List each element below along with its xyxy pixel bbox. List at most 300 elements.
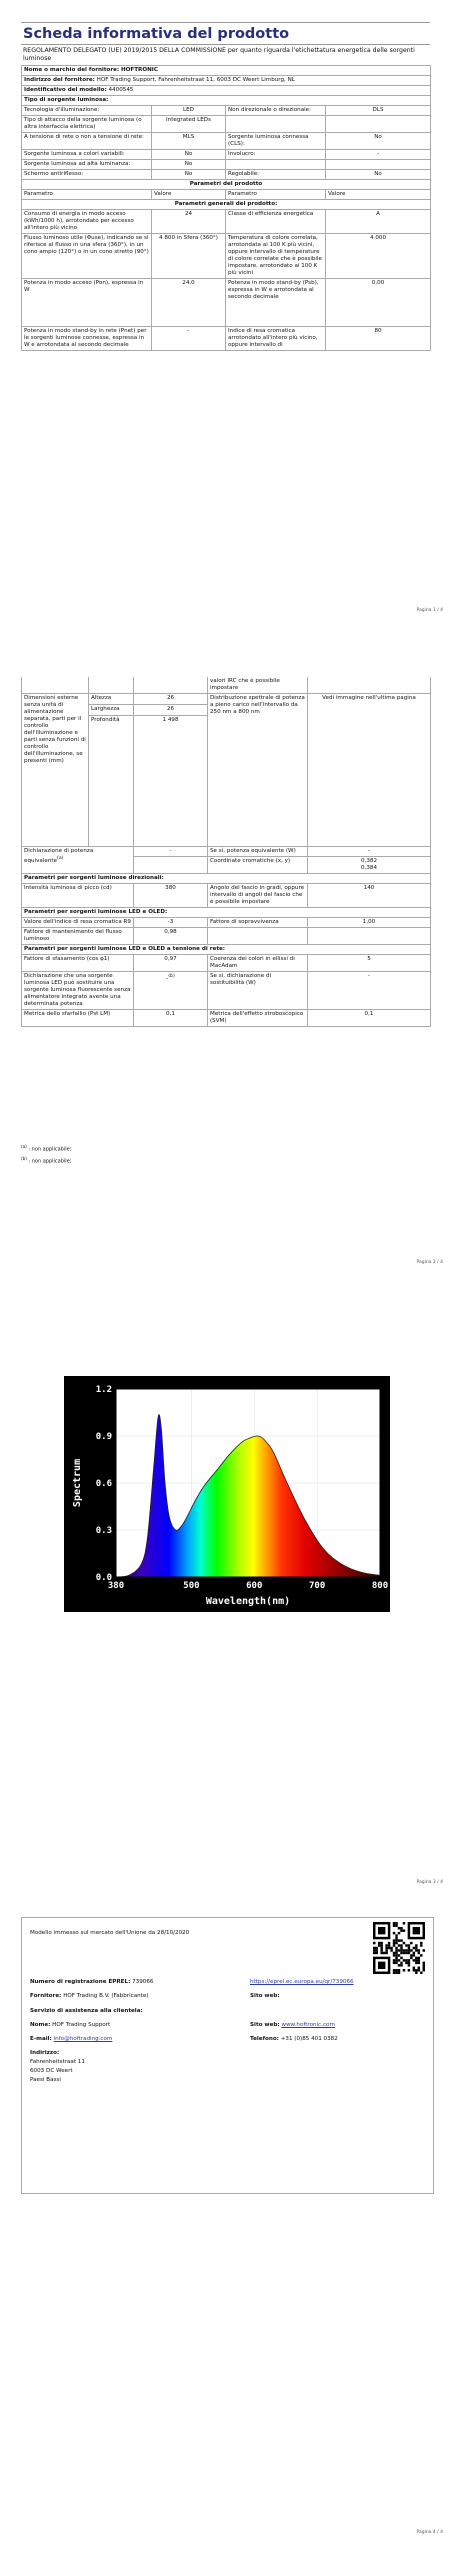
qr-module — [388, 1944, 390, 1946]
table-row — [22, 327, 431, 351]
table-row — [22, 694, 431, 705]
qr-module — [388, 1947, 390, 1949]
page-1 — [21, 22, 430, 351]
cell: Coerenza dei colori in ellissi di MacAdam — [208, 955, 308, 972]
qr-module — [418, 1949, 420, 1951]
dir-head: Parametri per sorgenti luminose direzionali: — [22, 874, 431, 884]
cell: Potenza in modo acceso (Pon), espressa in W — [22, 279, 152, 327]
x-axis-label: Wavelength(nm) — [205, 1596, 291, 1607]
qr-module — [418, 1952, 420, 1954]
cell: Sorgente luminosa a colori variabili: — [22, 150, 152, 160]
qr-module — [405, 1944, 407, 1946]
qr-module — [393, 1922, 395, 1924]
table-row — [22, 150, 431, 160]
cell: Intensità luminosa di picco (cd) — [22, 884, 134, 908]
doc-title: Scheda informativa del prodotto — [21, 22, 430, 45]
qr-module — [403, 1922, 405, 1924]
cell: -3 — [134, 918, 208, 928]
cell: Potenza in modo stand-by (Psb), espressa in W e arrotondata al secondo decimale — [226, 279, 326, 327]
eprel-card — [21, 1917, 434, 2194]
cell: 0,1 — [308, 1010, 431, 1027]
cell: Fattore di sopravvivenza — [208, 918, 308, 928]
email-link[interactable]: info@hoftrading.com — [53, 2036, 113, 2042]
qr-module — [398, 1964, 400, 1966]
cell: Schermo antiriflesso: — [22, 170, 152, 180]
qr-module — [418, 1969, 420, 1971]
qr-module — [400, 1947, 402, 1949]
type-head: Tipo di sorgente luminosa: — [22, 96, 431, 106]
qr-module — [400, 1962, 402, 1964]
qr-module — [420, 1944, 422, 1946]
qr-code-icon[interactable] — [373, 1922, 425, 1974]
qr-module — [373, 1949, 375, 1951]
qr-module — [415, 1969, 417, 1971]
qr-module — [398, 1959, 400, 1961]
table-row — [22, 76, 431, 86]
cell: Coordinate cromatiche (x, y) — [208, 857, 308, 874]
table-row — [22, 133, 431, 150]
qr-module — [378, 1944, 380, 1946]
qr-module — [380, 1949, 382, 1951]
qr-module — [413, 1959, 415, 1961]
cell: Integrated LEDs — [152, 116, 226, 133]
table-row — [22, 847, 431, 857]
oled-head: Parametri per sorgenti luminose LED e OLED: — [22, 908, 431, 918]
cell: 0,00 — [326, 279, 431, 327]
qr-module — [395, 1954, 397, 1956]
table-row — [22, 106, 431, 116]
qr-module — [423, 1964, 425, 1966]
footnote-b — [21, 1155, 71, 1166]
cell: 26 — [134, 705, 208, 716]
table-row — [22, 200, 431, 210]
qr-module — [413, 1954, 415, 1956]
cell: 1,00 — [308, 918, 431, 928]
qr-module — [390, 1949, 392, 1951]
footnote-ref: (a) — [57, 856, 64, 861]
qr-module — [403, 1952, 405, 1954]
general-head: Parametri generali del prodotto: — [22, 200, 431, 210]
mains-head: Parametri per sorgenti luminose LED e OLED a tensione di rete: — [22, 945, 431, 955]
address-line-2: 6003 DC Weert — [30, 2068, 73, 2074]
qr-module — [405, 1959, 407, 1961]
table-row — [22, 190, 431, 200]
qr-module — [410, 1949, 412, 1951]
cell: Se sì, potenza equivalente (W) — [208, 847, 308, 857]
cell: Valore dell'indice di resa cromatica R9 — [22, 918, 134, 928]
qr-module — [408, 1962, 410, 1964]
qr-module — [373, 1952, 375, 1954]
cell: Consumo di energia in modo acceso (kWh/1000 h), arrotondato per eccesso all'intero più vicino — [22, 210, 152, 234]
qr-module — [405, 1949, 407, 1951]
qr-module — [398, 1969, 400, 1971]
qr-module — [373, 1942, 375, 1944]
qr-module — [393, 1954, 395, 1956]
qr-module — [395, 1939, 397, 1941]
qr-module — [408, 1952, 410, 1954]
qr-module — [398, 1949, 400, 1951]
table-row — [22, 884, 431, 908]
table-row — [22, 210, 431, 234]
spectrum-chart — [64, 1376, 390, 1612]
qr-module — [385, 1952, 387, 1954]
qr-module — [395, 1969, 397, 1971]
table-row — [22, 234, 431, 279]
qr-module — [403, 1969, 405, 1971]
qr-module — [395, 1949, 397, 1951]
eprel-label: Numero di registrazione EPREL: — [30, 1979, 131, 1985]
table-row — [22, 96, 431, 106]
qr-module — [393, 1972, 395, 1974]
cell: 380 — [134, 884, 208, 908]
qr-module — [393, 1969, 395, 1971]
supplier-value: HOFTRONIC — [120, 67, 158, 73]
qr-module — [413, 1927, 420, 1934]
qr-module — [410, 1954, 412, 1956]
page-2 — [21, 677, 430, 1027]
qr-module — [395, 1934, 397, 1936]
service-head: Servizio di assistenza alla clientela: — [30, 2008, 143, 2014]
qr-module — [418, 1967, 420, 1969]
cell: Indice di resa cromatica arrotondato all'intero più vicino, oppure intervallo di — [226, 327, 326, 351]
cell: Fattore di mantenimento del flusso luminoso — [22, 928, 134, 945]
table-row — [22, 170, 431, 180]
site-label: Sito web: — [250, 2022, 280, 2028]
qr-module — [400, 1957, 402, 1959]
cell: 0,384 — [360, 865, 377, 871]
qr-module — [378, 1942, 380, 1944]
qr-module — [378, 1962, 385, 1969]
qr-module — [415, 1947, 417, 1949]
cell: Potenza in modo stand-by in rete (Pnet) per le sorgenti luminose connesse, espressa in W e arrotondata al secondo decimale — [22, 327, 152, 351]
cell: 24,0 — [152, 279, 226, 327]
qr-module — [393, 1942, 395, 1944]
cell: A — [326, 210, 431, 234]
qr-module — [403, 1949, 405, 1951]
cell: - — [166, 975, 169, 982]
qr-module — [423, 1967, 425, 1969]
table-row — [22, 160, 431, 170]
qr-module — [415, 1944, 417, 1946]
cell: Dichiarazione di potenza equivalente — [24, 848, 94, 864]
qr-module — [383, 1952, 385, 1954]
table-row — [22, 279, 431, 327]
cell: Sorgente luminosa ad alta luminanza: — [22, 160, 152, 170]
qr-module — [375, 1947, 377, 1949]
cell: No — [326, 133, 431, 150]
cell: Se sì, dichiarazione di sostituibilità (W) — [208, 972, 308, 1010]
cell: Tipo di attacco della sorgente luminosa (o altra interfaccia elettrica) — [22, 116, 152, 133]
cell: 0,1 — [134, 1010, 208, 1027]
y-tick-label: 1.2 — [95, 1385, 112, 1395]
cell: 4 000 — [326, 234, 431, 279]
qr-module — [393, 1924, 395, 1926]
cell: 140 — [308, 884, 431, 908]
params-head: Parametri del prodotto — [22, 180, 431, 190]
qr-module — [415, 1959, 417, 1961]
footnote-ref: (b) — [168, 974, 175, 979]
qr-module — [393, 1959, 395, 1961]
qr-module — [423, 1949, 425, 1951]
cell: Sorgente luminosa connessa (CLS): — [226, 133, 326, 150]
supplier-value: HOF Trading B.V. (Fabbricante) — [63, 1993, 149, 1999]
footnote-mark: (a) — [21, 1144, 27, 1149]
qr-module — [375, 1949, 377, 1951]
qr-module — [403, 1942, 405, 1944]
page-number: Pagina 1 / 4 — [416, 608, 443, 613]
table-row — [22, 677, 431, 694]
cell: 4 800 in Sfera (360°) — [152, 234, 226, 279]
qr-module — [410, 1957, 412, 1959]
footnote-text: : non applicabile; — [26, 1158, 72, 1165]
page-number: Pagina 3 / 4 — [416, 1880, 443, 1885]
phone-value: +31 (0)85 401 0382 — [280, 2036, 338, 2042]
footnote-text: : non applicabile; — [26, 1146, 72, 1153]
qr-module — [380, 1952, 382, 1954]
qr-module — [385, 1947, 387, 1949]
qr-module — [415, 1949, 417, 1951]
page-number: Pagina 4 / 4 — [416, 2530, 443, 2535]
qr-module — [408, 1947, 410, 1949]
qr-module — [408, 1969, 410, 1971]
cell: - — [152, 327, 226, 351]
qr-module — [398, 1932, 400, 1934]
cell: Profondità — [89, 716, 134, 847]
address-label: Indirizzo del fornitore: — [24, 77, 95, 83]
qr-module — [400, 1964, 402, 1966]
qr-module — [420, 1942, 422, 1944]
phone-label: Telefono: — [250, 2036, 279, 2042]
qr-module — [410, 1942, 412, 1944]
qr-module — [403, 1959, 405, 1961]
qr-module — [400, 1939, 402, 1941]
qr-module — [408, 1964, 410, 1966]
qr-module — [380, 1947, 382, 1949]
address-value: HOF Trading Support, Fahrenheitstraat 11, 6003 DC Weert Limburg, NL — [96, 77, 295, 83]
cell — [326, 116, 431, 133]
qr-module — [415, 1972, 417, 1974]
cell: 0,382 — [360, 858, 377, 864]
cell — [226, 160, 326, 170]
eprel-link[interactable]: https://eprel.ec.europa.eu/qr/739066 — [250, 1979, 354, 1985]
qr-module — [413, 1952, 415, 1954]
cell: No — [152, 160, 226, 170]
x-tick-label: 700 — [309, 1581, 326, 1591]
qr-module — [395, 1952, 397, 1954]
cell: Angolo del fascio in gradi, oppure intervallo di angoli del fascio che è possibile impostare — [208, 884, 308, 908]
qr-module — [393, 1939, 395, 1941]
qr-module — [408, 1959, 410, 1961]
col-header: Parametro — [22, 190, 152, 200]
cell: - — [326, 150, 431, 160]
y-tick-label: 0.6 — [95, 1479, 112, 1489]
qr-module — [400, 1929, 402, 1931]
email-label: E-mail: — [30, 2036, 52, 2042]
x-tick-label: 380 — [107, 1581, 125, 1591]
supplier-label: Fornitore: — [30, 1993, 62, 1999]
qr-module — [398, 1972, 400, 1974]
y-tick-label: 0.0 — [95, 1573, 112, 1583]
cell: valori IRC che è possibile impostare — [208, 677, 308, 694]
cell — [226, 116, 326, 133]
cell: No — [152, 150, 226, 160]
qr-module — [400, 1944, 402, 1946]
qr-module — [395, 1972, 397, 1974]
name-label: Nome: — [30, 2022, 51, 2028]
address-label: Indirizzo: — [30, 2050, 60, 2056]
cell: - — [134, 847, 208, 857]
cell — [326, 160, 431, 170]
qr-module — [420, 1972, 422, 1974]
cell: Metrica dell'effetto stroboscopico (SVM) — [208, 1010, 308, 1027]
website-label: Sito web: — [250, 1993, 280, 1999]
cell: Larghezza — [89, 705, 134, 716]
qr-module — [380, 1942, 382, 1944]
info-table — [21, 65, 431, 351]
qr-module — [423, 1962, 425, 1964]
table-row — [22, 86, 431, 96]
x-tick-label: 600 — [246, 1581, 263, 1591]
cell: Distribuzione spettrale di potenza a pieno carico nell'intervallo da 250 nm a 800 nm — [208, 694, 308, 847]
qr-module — [375, 1952, 377, 1954]
table-row — [22, 945, 431, 955]
page-number: Pagina 2 / 4 — [416, 1260, 443, 1265]
cell: No — [326, 170, 431, 180]
cell: Non direzionale o direzionale: — [226, 106, 326, 116]
qr-module — [415, 1957, 417, 1959]
cell: A tensione di rete o non a tensione di rete: — [22, 133, 152, 150]
qr-module — [413, 1947, 415, 1949]
qr-module — [413, 1967, 415, 1969]
cell: 80 — [326, 327, 431, 351]
footnote-mark: (b) — [21, 1156, 27, 1161]
table-row — [22, 66, 431, 76]
cell: MLS — [152, 133, 226, 150]
cell: DLS — [326, 106, 431, 116]
cell: Regolabile: — [226, 170, 326, 180]
col-header: Parametro — [226, 190, 326, 200]
cell: Metrica dello sfarfallio (Pst LM) — [22, 1010, 134, 1027]
qr-module — [395, 1937, 397, 1939]
qr-module — [408, 1944, 410, 1946]
cell: 24 — [152, 210, 226, 234]
qr-module — [395, 1924, 397, 1926]
qr-module — [415, 1962, 417, 1964]
qr-module — [420, 1954, 422, 1956]
qr-module — [380, 1944, 382, 1946]
name-value: HOF Trading Support — [52, 2022, 111, 2028]
qr-module — [395, 1959, 397, 1961]
qr-module — [405, 1962, 407, 1964]
x-tick-label: 500 — [183, 1581, 200, 1591]
qr-module — [373, 1947, 375, 1949]
model-label: Identificativo del modello: — [24, 87, 107, 93]
table-row — [22, 1010, 431, 1027]
cell: Dimensioni esterne senza unità di alimentazione separata, parti per il controllo dell'illuminazione e parti senza funzioni di controllo dell'illuminazione, se presenti (mm) — [22, 694, 89, 847]
qr-module — [400, 1927, 402, 1929]
x-tick-label: 800 — [371, 1581, 389, 1591]
cell: 26 — [134, 694, 208, 705]
address-line-3: Paesi Bassi — [30, 2077, 61, 2083]
qr-module — [393, 1952, 395, 1954]
table-row — [22, 874, 431, 884]
cell: Classe di efficienza energetica — [226, 210, 326, 234]
qr-module — [378, 1927, 385, 1934]
qr-module — [400, 1952, 402, 1954]
placed-on-market: Modello immesso sul mercato dell'Unione da 28/10/2020 — [30, 1930, 190, 1936]
col-header: Valore — [152, 190, 226, 200]
supplier-label: Nome o marchio del fornitore: — [24, 67, 120, 73]
qr-module — [418, 1962, 420, 1964]
qr-module — [385, 1944, 387, 1946]
qr-module — [390, 1947, 392, 1949]
doc-subtitle: REGOLAMENTO DELEGATO (UE) 2019/2015 DELLA COMMISSIONE per quanto riguarda l'etichettatura energetica delle sorgenti luminose — [23, 47, 415, 62]
qr-module — [395, 1947, 397, 1949]
cell: Fattore di sfasamento (cos φ1) — [22, 955, 134, 972]
y-tick-label: 0.9 — [95, 1432, 112, 1442]
cell: Altezza — [89, 694, 134, 705]
qr-module — [395, 1957, 397, 1959]
cell: Temperatura di colore correlata, arrotondata ai 100 K più vicini, oppure intervallo di temperature di colore correlate che è possibile impostare, arrotondato ai 100 K più vicini — [226, 234, 326, 279]
cell: 1 498 — [134, 716, 208, 847]
footnote-a — [21, 1143, 71, 1154]
info-table-continued — [21, 677, 431, 1027]
model-value: 4400545 — [108, 87, 134, 93]
cell: 5 — [308, 955, 431, 972]
qr-module — [408, 1949, 410, 1951]
table-row — [22, 908, 431, 918]
qr-module — [398, 1944, 400, 1946]
table-row — [22, 972, 431, 1010]
qr-module — [423, 1969, 425, 1971]
qr-module — [413, 1969, 415, 1971]
qr-module — [388, 1942, 390, 1944]
qr-module — [395, 1942, 397, 1944]
cell: 0,98 — [134, 928, 208, 945]
cell: Dichiarazione che una sorgente luminosa LED può sostituire una sorgente luminosa fluorescente senza alimentatore integrato avente una determinata potenza — [22, 972, 134, 1010]
table-row — [22, 116, 431, 133]
cell: Tecnologia d'illuminazione: — [22, 106, 152, 116]
qr-module — [418, 1957, 420, 1959]
qr-module — [393, 1944, 395, 1946]
qr-module — [393, 1932, 395, 1934]
table-row — [22, 928, 431, 945]
cell: LED — [152, 106, 226, 116]
eprel-value: 739066 — [132, 1979, 154, 1985]
qr-module — [398, 1939, 400, 1941]
y-tick-label: 0.3 — [95, 1526, 112, 1536]
table-row — [22, 955, 431, 972]
cell: 0,97 — [134, 955, 208, 972]
qr-module — [398, 1927, 400, 1929]
qr-module — [405, 1952, 407, 1954]
site-link[interactable]: www.hoftronic.com — [281, 2022, 335, 2028]
cell: Involucro: — [226, 150, 326, 160]
qr-module — [385, 1949, 387, 1951]
qr-module — [400, 1949, 402, 1951]
address-line-1: Fahrenheitstraat 11 — [30, 2059, 85, 2065]
cell: Flusso luminoso utile (Φuse), indicando se si riferisce al flusso in una sfera (360°), in un cono ampio (120°) o in un cono stretto (90°) — [22, 234, 152, 279]
y-axis-label: Spectrum — [72, 1458, 83, 1508]
qr-module — [398, 1954, 400, 1956]
cell: - — [308, 847, 431, 857]
col-header: Valore — [326, 190, 431, 200]
cell: Vedi immagine nell'ultima pagina — [308, 694, 431, 847]
qr-module — [395, 1922, 397, 1924]
table-row — [22, 180, 431, 190]
table-row — [22, 918, 431, 928]
qr-module — [418, 1959, 420, 1961]
